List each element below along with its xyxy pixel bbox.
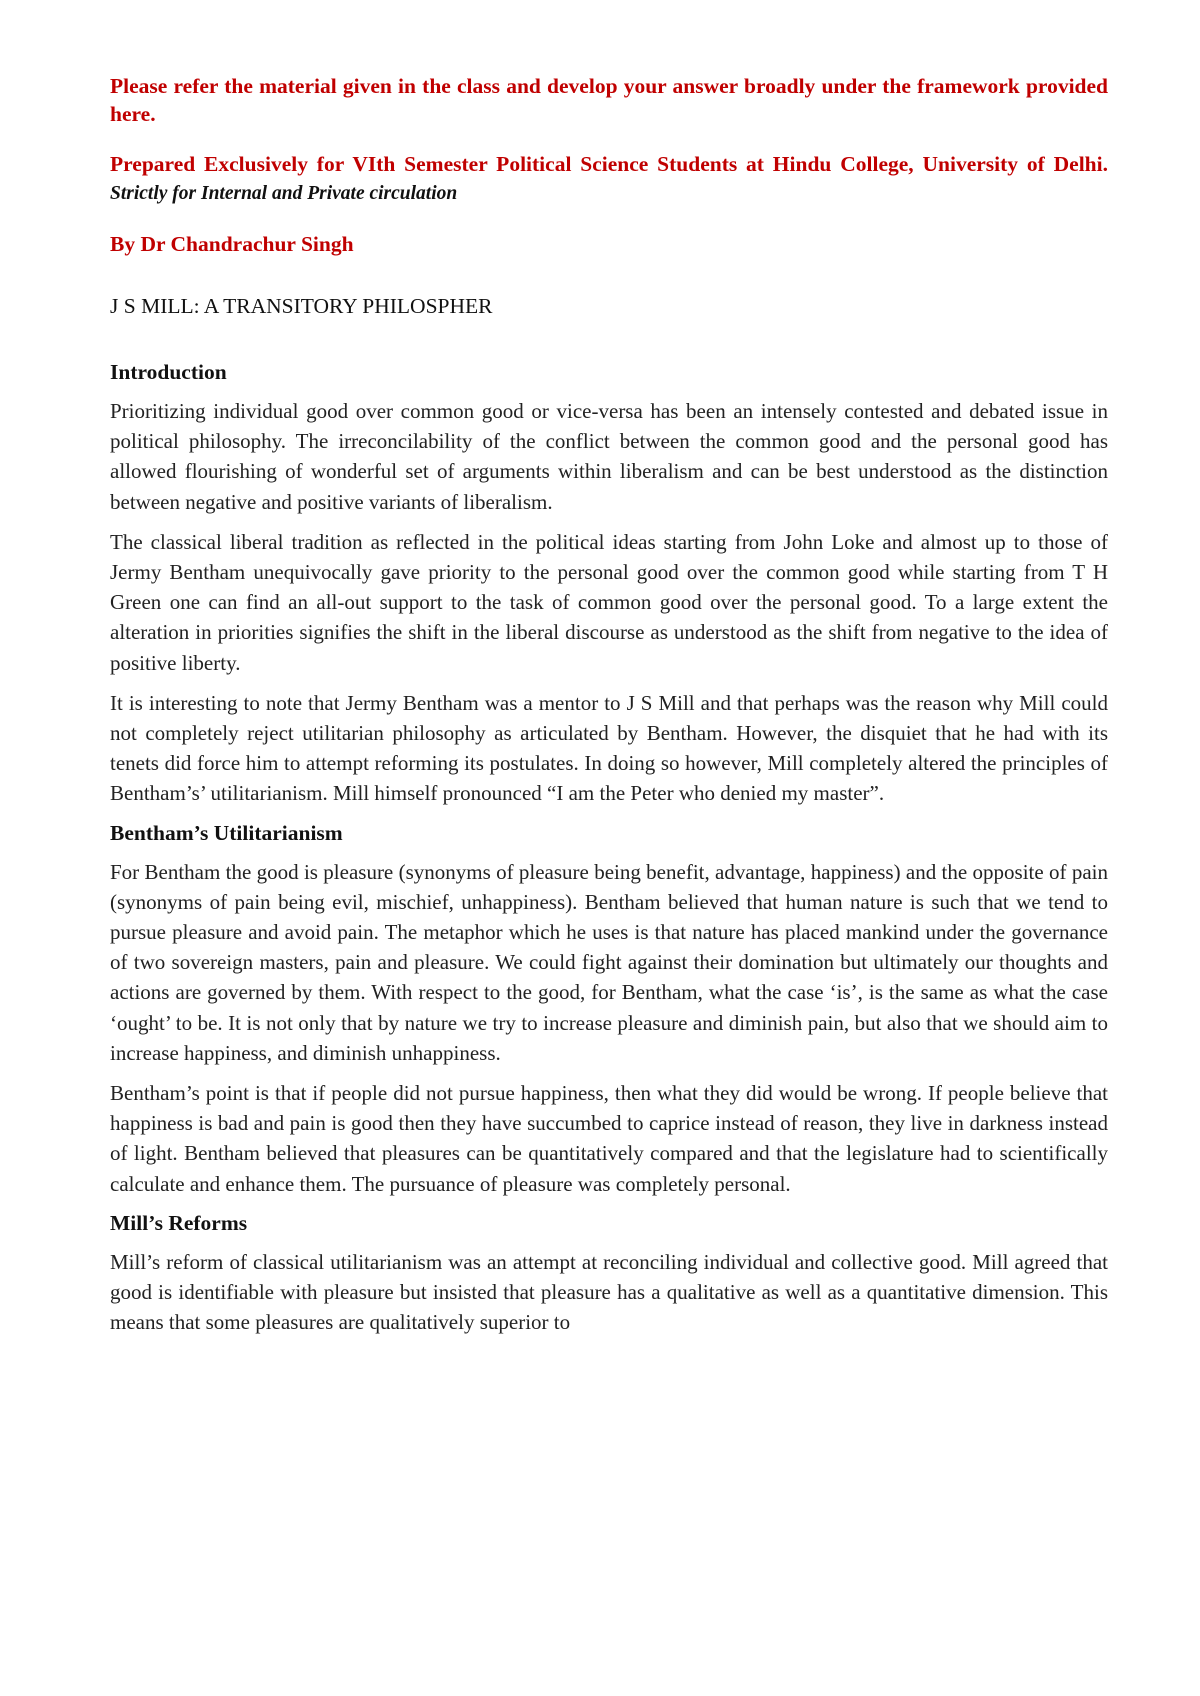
section-introduction xyxy=(110,358,1108,809)
paragraph: Mill’s reform of classical utilitarianism was an attempt at reconciling individual and collective good. Mill agreed that good is identifiable with pleasure but insisted that pleasure has a qualitative as well as a quantitative dimension. This means that some pleasures are qualitatively superior to xyxy=(110,1249,1108,1335)
paragraph: Prioritizing individual good over common good or vice-versa has been an intensely contested and debated issue in political philosophy. The irreconcilability of the conflict between the common good and the personal good has allowed flourishing of wonderful set of arguments within liberalism and can be best understood as the distinction between negative and positive variants of liberalism. xyxy=(110,399,1108,514)
circulation-note: Strictly for Internal and Private circulation xyxy=(110,183,458,204)
section-heading: Introduction xyxy=(110,360,227,384)
instruction-notice: Please refer the material given in the class and develop your answer broadly under the framework provided here. xyxy=(110,74,1108,126)
section-heading: Bentham’s Utilitarianism xyxy=(110,820,343,845)
author-line: By Dr Chandrachur Singh xyxy=(110,232,354,256)
paragraph: It is interesting to note that Jermy Bentham was a mentor to J S Mill and that perhaps was the reason why Mill could not completely reject utilitarian philosophy as articulated by Bentham. However, the disquiet that he had with its tenets did force him to attempt reforming its postulates. In doing so however, Mill completely altered the principles of Bentham’s’ utilitarianism. Mill himself pronounced “I am the Peter who denied my master”. xyxy=(110,690,1108,806)
prepared-text: Prepared Exclusively for VIth Semester Political Science Students at Hindu College, University of Delhi. xyxy=(110,152,1108,176)
section-heading: Mill’s Reforms xyxy=(110,1210,248,1235)
prepared-for-statement xyxy=(110,150,1108,208)
section-benthams-utilitarianism xyxy=(110,819,1108,1199)
document-title: J S MILL: A TRANSITORY PHILOSPHER xyxy=(110,294,493,318)
section-mills-reforms xyxy=(110,1209,1108,1338)
paragraph: The classical liberal tradition as reflected in the political ideas starting from John Loke and almost up to those of Jermy Bentham unequivocally gave priority to the personal good over the common good while starting from T H Green one can find an all-out support to the task of common good over the personal good. To a large extent the alteration in priorities signifies the shift in the liberal discourse as understood as the shift from negative to the idea of positive liberty. xyxy=(110,529,1108,675)
paragraph: Bentham’s point is that if people did not pursue happiness, then what they did would be wrong. If people believe that happiness is bad and pain is good then they have succumbed to caprice instead of reason, they live in darkness instead of light. Bentham believed that pleasures can be quantitatively compared and that the legislature had to scientifically calculate and enhance them. The pursuance of pleasure was completely personal. xyxy=(110,1081,1108,1196)
paragraph: For Bentham the good is pleasure (synonyms of pleasure being benefit, advantage, happiness) and the opposite of pain (synonyms of pain being evil, mischief, unhappiness). Bentham believed that human nature is such that we tend to pursue pleasure and avoid pain. The metaphor which he uses is that nature has placed mankind under the governance of two sovereign masters, pain and pleasure. We could fight against their domination but ultimately our thoughts and actions are governed by them. With respect to the good, for Bentham, what the case ‘is’, is the same as what the case ‘ought’ to be. It is not only that by nature we try to increase pleasure and diminish pain, but also that we should aim to increase happiness, and diminish unhappiness. xyxy=(110,859,1108,1065)
